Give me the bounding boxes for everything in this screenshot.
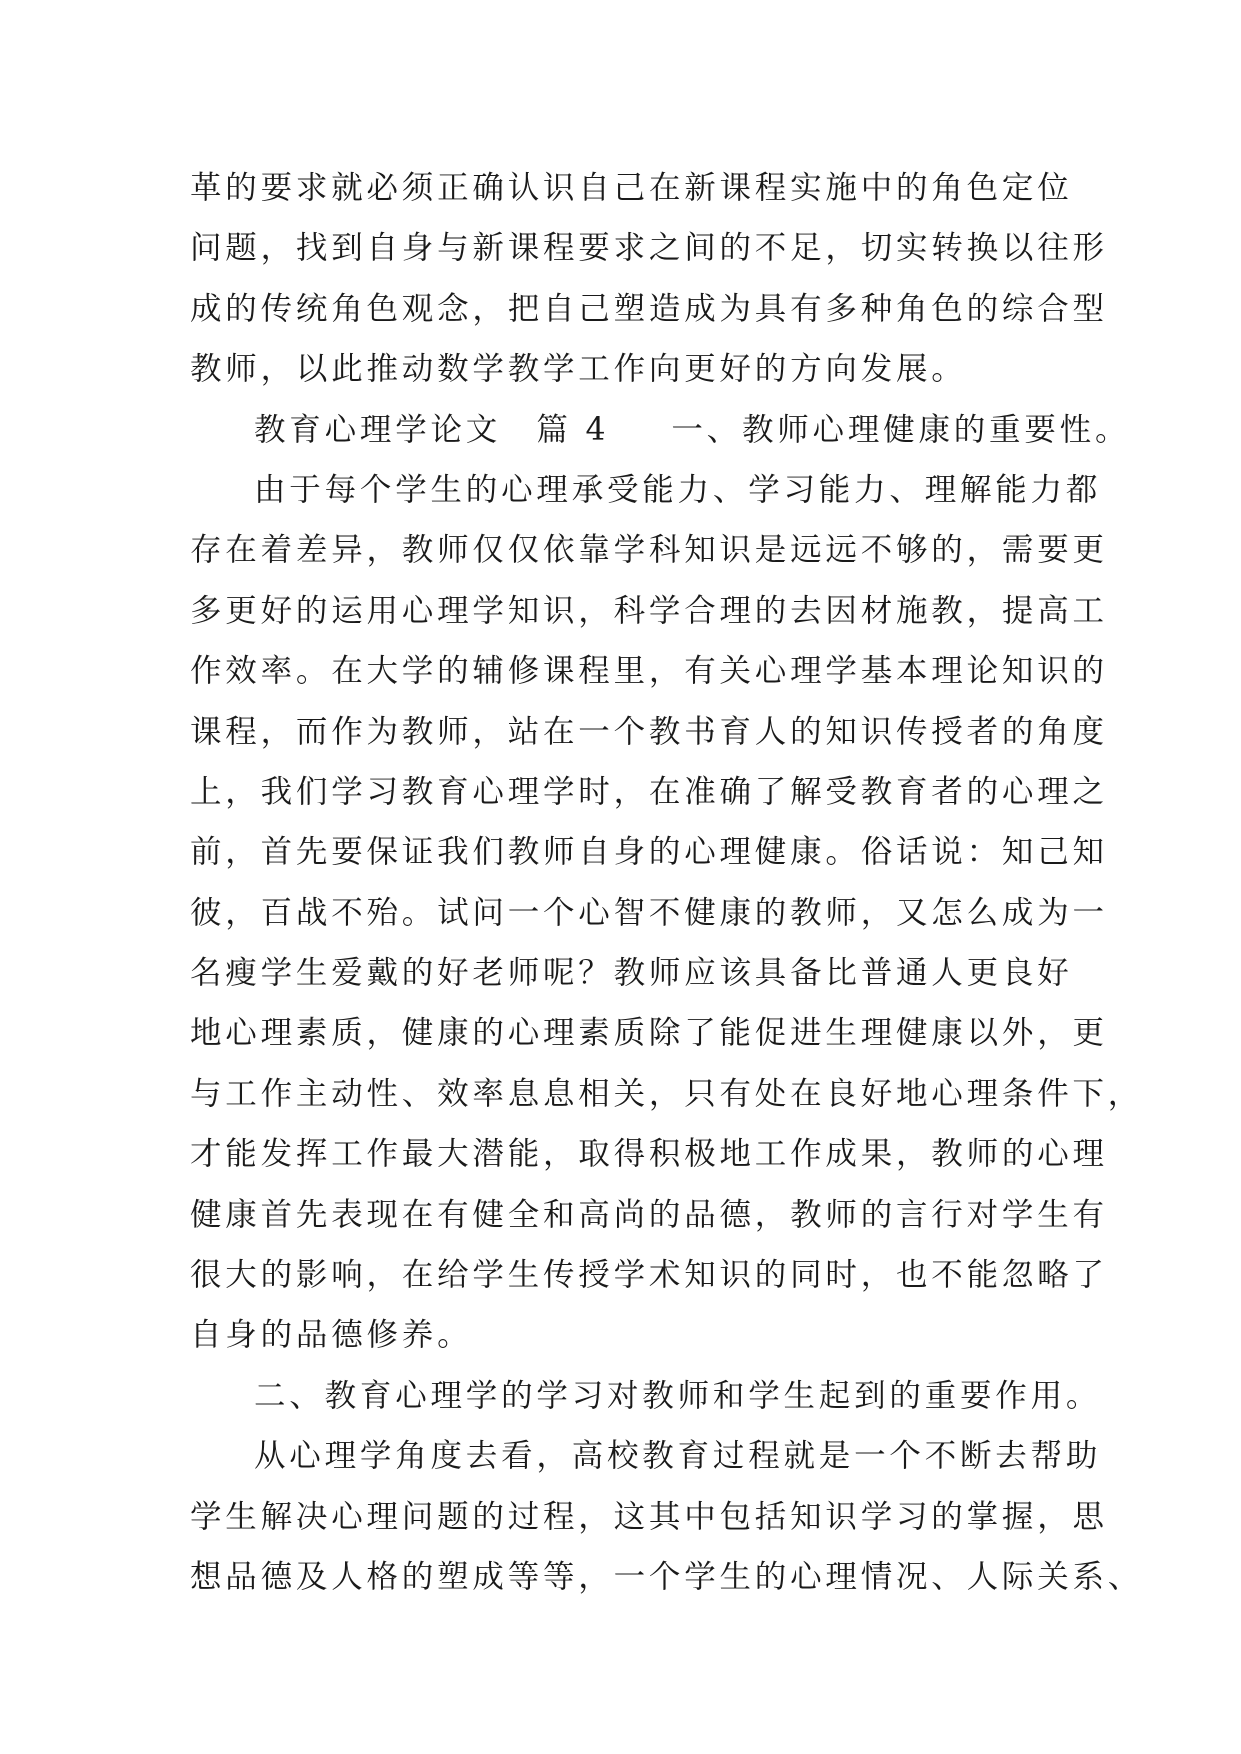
text-line: 才能发挥工作最大潜能，取得积极地工作成果，教师的心理 <box>190 1136 1108 1173</box>
text-line: 健康首先表现在有健全和高尚的品德，教师的言行对学生有 <box>190 1196 1108 1233</box>
section-heading-line <box>190 400 1131 460</box>
text-line: 彼，百战不殆。试问一个心智不健康的教师，又怎么成为一 <box>190 894 1108 931</box>
text-line: 地心理素质，健康的心理素质除了能促进生理健康以外，更 <box>190 1015 1108 1052</box>
text-line: 革的要求就必须正确认识自己在新课程实施中的角色定位 <box>190 170 1073 206</box>
text-line: 成的传统角色观念，把自己塑造成为具有多种角色的综合型 <box>190 290 1108 327</box>
text-line: 由于每个学生的心理承受能力、学习能力、理解能力都 <box>254 471 1102 508</box>
text-line: 教师，以此推动数学教学工作向更好的方向发展。 <box>190 351 967 388</box>
text-line: 问题，找到自身与新课程要求之间的不足，切实转换以往形 <box>190 230 1108 267</box>
text-line: 存在着差异，教师仅仅依靠学科知识是远远不够的，需要更 <box>190 532 1108 569</box>
text-line: 从心理学角度去看，高校教育过程就是一个不断去帮助 <box>254 1438 1102 1475</box>
section-heading: 教育心理学论文 篇 4 <box>254 411 610 448</box>
text-line: 自身的品德修养。 <box>190 1317 473 1354</box>
text-line: 多更好的运用心理学知识，科学合理的去因材施教，提高工 <box>190 592 1108 629</box>
text-line: 很大的影响，在给学生传授学术知识的同时，也不能忽略了 <box>190 1257 1108 1294</box>
second-point-heading: 二、教育心理学的学习对教师和学生起到的重要作用。 <box>254 1377 1102 1414</box>
text-line: 想品德及人格的塑成等等，一个学生的心理情况、人际关系、 <box>190 1558 1144 1595</box>
text-line: 上，我们学习教育心理学时，在准确了解受教育者的心理之 <box>190 773 1108 810</box>
text-line: 课程，而作为教师，站在一个教书育人的知识传授者的角度 <box>190 713 1108 750</box>
document-body <box>190 158 1144 1607</box>
first-point-heading: 一、教师心理健康的重要性。 <box>671 411 1131 448</box>
text-line: 前，首先要保证我们教师自身的心理健康。俗话说：知己知 <box>190 834 1108 871</box>
text-line: 学生解决心理问题的过程，这其中包括知识学习的掌握，思 <box>190 1498 1108 1535</box>
text-line: 与工作主动性、效率息息相关，只有处在良好地心理条件下， <box>190 1075 1144 1112</box>
text-line: 作效率。在大学的辅修课程里，有关心理学基本理论知识的 <box>190 653 1108 690</box>
text-line: 名瘦学生爱戴的好老师呢？教师应该具备比普通人更良好 <box>190 955 1073 992</box>
